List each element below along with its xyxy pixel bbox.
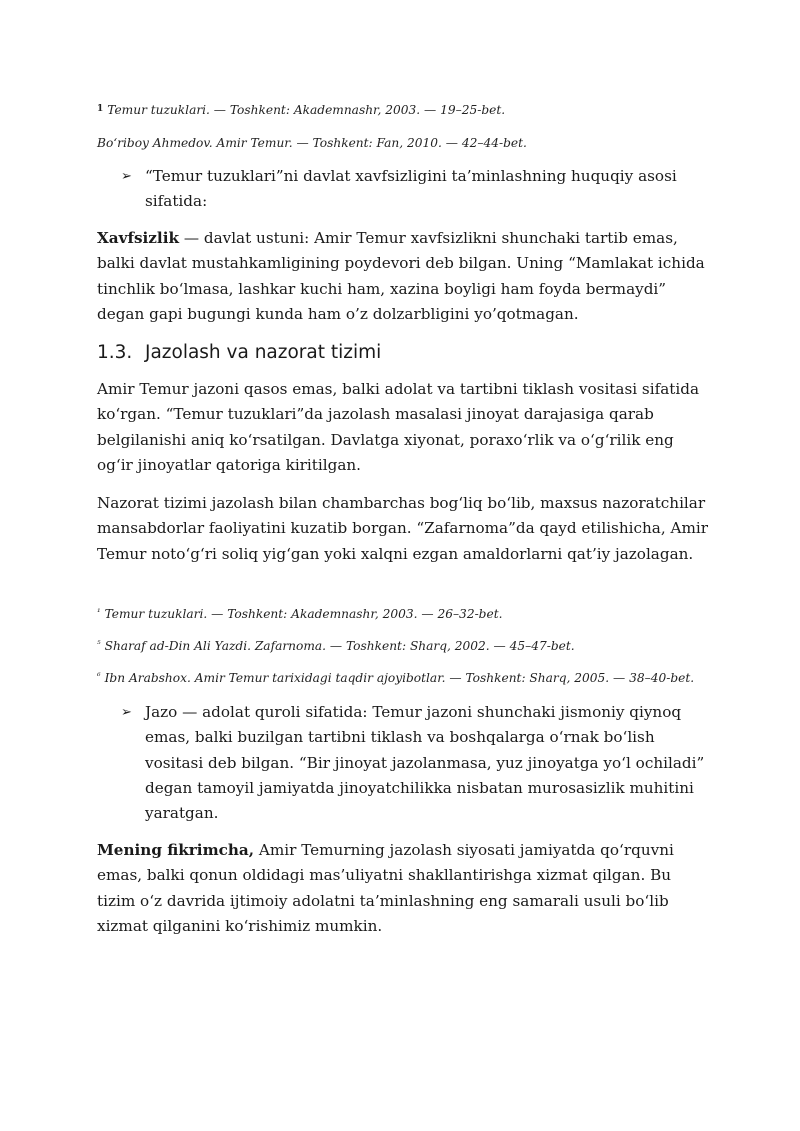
paragraph-nazorat: [97, 491, 709, 567]
paragraph-text: Amir Temurning jazolash siyosati jamiyatda qo‘rquvni emas, balki qonun oldidagi mas’uliyatni shakllantirishga xizmat qilgan. Bu tizim o‘z davrida ijtimoiy adolatni ta’minlashning eng samarali usuli bo‘lib xizmat qilganini ko‘rishimiz mumkin.: [97, 841, 674, 935]
footnote-text: Temur tuzuklari. — Toshkent: Akademnashr, 2003. — 26–32-bet.: [104, 607, 503, 621]
paragraph-fikr: [97, 838, 709, 939]
section-title: Jazolash va nazorat tizimi: [145, 342, 382, 363]
paragraph-text: — davlat ustuni: Amir Temur xavfsizlikni shunchaki tartib emas, balki davlat mustahkamligining poydevori deb bilgan. Uning “Mamlakat ichida tinchlik bo‘lmasa, lashkar kuchi ham, xazina boyligi ham foyda bermaydi” degan gapi bugungi kunda ham o’z dolzarbligini yo’qotmagan.: [97, 229, 705, 323]
footnote-marker: ⁶: [97, 672, 101, 682]
paragraph-xavfsizlik: [97, 226, 709, 327]
bullet-item-1: [121, 164, 711, 215]
section-heading: [97, 340, 381, 366]
footnote-1: [97, 101, 709, 118]
bullet-item-2: [121, 700, 711, 826]
footnote-marker: ⁵: [97, 640, 101, 650]
footnote-text: Ibn Arabshox. Amir Temur tarixidagi taqdir ajoyibotlar. — Toshkent: Sharq, 2005. — 38–40-bet.: [104, 671, 695, 685]
bold-term: Mening fikrimcha,: [97, 841, 255, 859]
paragraph-text: Nazorat tizimi jazolash bilan chambarchas bog‘liq bo‘lib, maxsus nazoratchilar mansabdorlar faoliyatini kuzatib borgan. “Zafarnoma”da qayd etilishicha, Amir Temur noto‘g‘ri soliq yig‘gan yoki xalqni ezgan amaldorlarni qat’iy jazolagan.: [97, 494, 708, 563]
bold-term: Xavfsizlik: [97, 229, 179, 247]
footnote-marker: ¹: [97, 608, 101, 618]
footnote-text: Temur tuzuklari. — Toshkent: Akademnashr, 2003. — 19–25-bet.: [107, 103, 506, 117]
footnote-3: [97, 605, 709, 622]
paragraph-jazo: [97, 377, 709, 478]
footnote-4: [97, 637, 709, 654]
bullet-text: Jazo — adolat quroli sifatida: Temur jazoni shunchaki jismoniy qiynoq emas, balki buzilgan tartibni tiklash va boshqalarga o‘rnak bo‘lish vositasi deb bilgan. “Bir jinoyat jazolanmasa, yuz jinoyatga yo‘l ochiladi” degan tamoyil jamiyatda jinoyatchilikka nisbatan murosasizlik muhitini yaratgan.: [145, 703, 705, 823]
footnote-2: [97, 135, 709, 151]
footnote-text: Sharaf ad-Din Ali Yazdi. Zafarnoma. — Toshkent: Sharq, 2002. — 45–47-bet.: [104, 639, 575, 653]
section-number: 1.3.: [97, 342, 133, 363]
arrow-bullet-icon: ➢: [121, 169, 132, 184]
bullet-text: “Temur tuzuklari”ni davlat xavfsizligini ta’minlashning huquqiy asosi sifatida:: [145, 167, 677, 211]
footnote-5: [97, 669, 709, 686]
footnote-marker: 1: [97, 104, 104, 114]
paragraph-text: Amir Temur jazoni qasos emas, balki adolat va tartibni tiklash vositasi sifatida ko‘rgan. “Temur tuzuklari”da jazolash masalasi jinoyat darajasiga qarab belgilanishi aniq ko‘rsatilgan. Davlatga xiyonat, poraxo‘rlik va o‘g‘rilik eng og‘ir jinoyatlar qatoriga kiritilgan.: [97, 380, 699, 474]
footnote-text: Bo‘riboy Ahmedov. Amir Temur. — Toshkent: Fan, 2010. — 42–44-bet.: [97, 136, 527, 150]
arrow-bullet-icon: ➢: [121, 705, 132, 720]
